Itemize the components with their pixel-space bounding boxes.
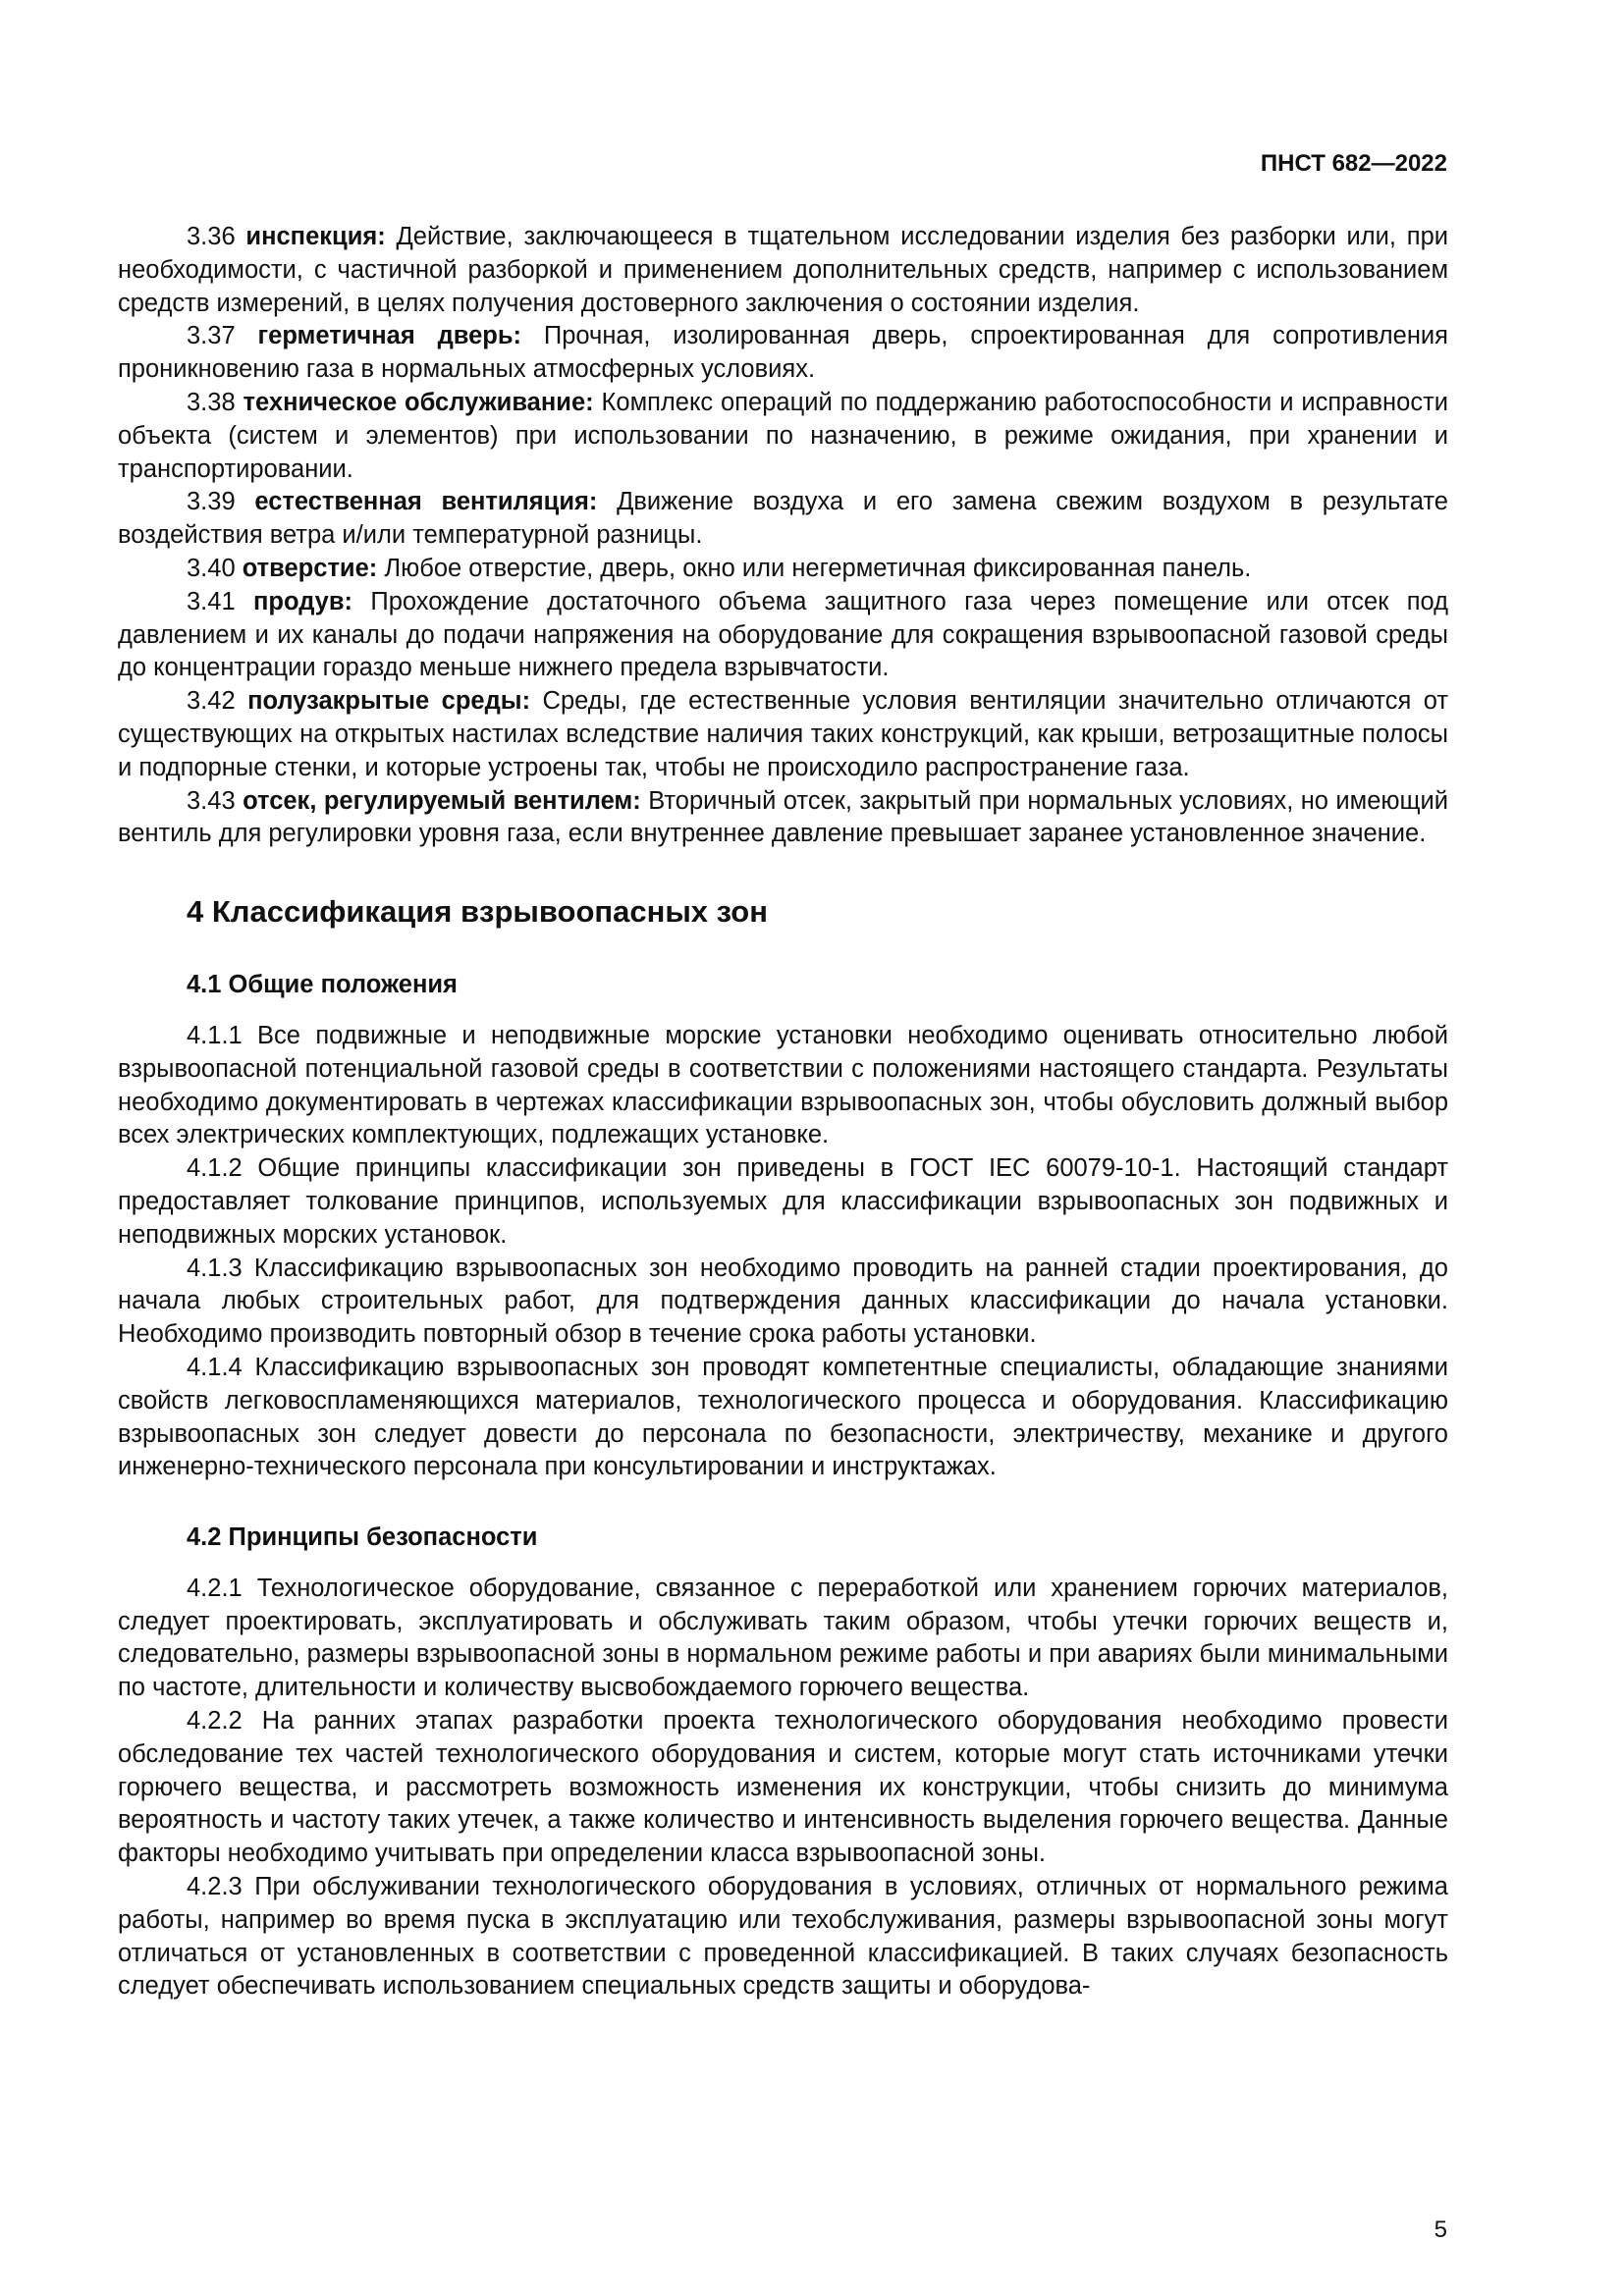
term-definition: Действие, заключающееся в тщательном исследовании изделия без разборки или, при необходимости, с частичной разборкой и применением дополнительных средств, например с использованием средств измерений, в целях получения достоверного заключения о состоянии изделия.: [118, 223, 1448, 317]
term-name: естественная вентиляция:: [254, 488, 598, 516]
term-name: техническое обслуживание:: [243, 388, 594, 416]
term-3-38: [118, 387, 1448, 486]
term-3-36: [118, 221, 1448, 320]
term-number: 3.37: [187, 322, 236, 350]
term-number: 3.36: [187, 223, 236, 250]
subsection-heading-4-2: 4.2 Принципы безопасности: [187, 1523, 538, 1552]
paragraph-4-2-3: 4.2.3 При обслуживании технологического оборудования в условиях, отличных от нормального режима работы, например во время пуска в эксплуатацию или техобслуживания, размеры взрывоопасной зоны могут отличаться от установленных в соответствии с проведенной классификацией. В таких случаях безопасность следует обеспечивать использованием специальных средств защиты и оборудова-: [118, 1873, 1448, 2001]
page-number: 5: [1434, 2216, 1447, 2243]
paragraph-4-1-4: 4.1.4 Классификацию взрывоопасных зон проводят компетентные специалисты, обладающие знаниями свойств легковоспламеняющихся материалов, технологического процесса и оборудования. Классификацию взрывоопасных зон следует довести до персонала по безопасности, электричеству, механике и другого инженерно-технического персонала при консультировании и инструктажах.: [118, 1353, 1448, 1481]
paragraph-4-1-2: 4.1.2 Общие принципы классификации зон приведены в ГОСТ IEC 60079-10-1. Настоящий стандарт предоставляет толкование принципов, используемых для классификации взрывоопасных зон подвижных и неподвижных морских установок.: [118, 1154, 1448, 1249]
term-name: отверстие:: [242, 554, 378, 582]
term-name: герметичная дверь:: [257, 322, 522, 350]
term-name: отсек, регулируемый вентилем:: [243, 786, 641, 815]
term-number: 3.39: [187, 488, 236, 516]
subsection-heading-4-1: 4.1 Общие положения: [187, 971, 458, 999]
document-code: ПНСТ 682—2022: [1260, 150, 1447, 177]
term-number: 3.42: [187, 687, 236, 716]
paragraph-4-1-3: 4.1.3 Классификацию взрывоопасных зон необходимо проводить на ранней стадии проектирования, до начала любых строительных работ, для подтверждения данных классификации до начала установки. Необходимо производить повторный обзор в течение срока работы установки.: [118, 1254, 1448, 1349]
section-heading: 4 Классификация взрывоопасных зон: [187, 894, 768, 930]
term-number: 3.41: [187, 587, 236, 615]
term-definition: Любое отверстие, дверь, окно или негерметичная фиксированная панель.: [384, 554, 1252, 582]
term-definition: Комплекс операций по поддержанию работоспособности и исправности объекта (систем и элементов) при использовании по назначению, в режиме ожидания, при хранении и транспортировании.: [118, 388, 1448, 483]
term-3-40: [118, 553, 1448, 586]
paragraph-4-2-2: 4.2.2 На ранних этапах разработки проекта технологического оборудования необходимо провести обследование тех частей технологического оборудования и систем, которые могут стать источниками утечки горючего вещества, и рассмотреть возможность изменения их конструкции, чтобы снизить до минимума вероятность и частоту таких утечек, а также количество и интенсивность выделения горючего вещества. Данные факторы необходимо учитывать при определении класса взрывоопасной зоны.: [118, 1707, 1448, 1868]
term-definition: Движение воздуха и его замена свежим воздухом в результате воздействия ветра и/или температурной разницы.: [118, 488, 1448, 550]
term-definition: Прохождение достаточного объема защитного газа через помещение или отсек под давлением и их каналы до подачи напряжения на оборудование для сокращения взрывоопасной газовой среды до концентрации гораздо меньше нижнего предела взрывчатости.: [118, 587, 1449, 682]
term-number: 3.43: [187, 786, 236, 815]
term-3-43: [118, 785, 1448, 852]
term-number: 3.40: [187, 554, 236, 582]
term-3-37: [118, 320, 1448, 387]
term-3-41: [118, 586, 1448, 685]
paragraph-4-2-1: 4.2.1 Технологическое оборудование, связанное с переработкой или хранением горючих материалов, следует проектировать, эксплуатировать и обслуживать таким образом, чтобы утечки горючих веществ и, следовательно, размеры взрывоопасной зоны в нормальном режиме работы и при авариях были минимальными по частоте, длительности и количеству высвобождаемого горючего вещества.: [118, 1574, 1448, 1702]
term-name: инспекция:: [245, 223, 386, 250]
term-definition: Среды, где естественные условия вентиляции значительно отличаются от существующих на открытых настилах вследствие наличия таких конструкций, как крыши, ветрозащитные полосы и подпорные стенки, и которые устроены так, чтобы не происходило распространение газа.: [118, 687, 1449, 781]
term-name: полузакрытые среды:: [247, 687, 531, 716]
page-content: [118, 221, 1448, 2003]
term-3-42: [118, 685, 1448, 784]
term-definition: Вторичный отсек, закрытый при нормальных условиях, но имеющий вентиль для регулировки уровня газа, если внутреннее давление превышает заранее установленное значение.: [118, 786, 1448, 848]
term-3-39: [118, 486, 1448, 553]
term-name: продув:: [252, 587, 353, 615]
term-definition: Прочная, изолированная дверь, спроектированная для сопротивления проникновению газа в нормальных атмосферных условиях.: [118, 322, 1448, 384]
term-number: 3.38: [187, 388, 236, 416]
paragraph-4-1-1: 4.1.1 Все подвижные и неподвижные морские установки необходимо оценивать относительно любой взрывоопасной потенциальной газовой среды в соответствии с положениями настоящего стандарта. Результаты необходимо документировать в чертежах классификации взрывоопасных зон, чтобы обусловить должный выбор всех электрических комплектующих, подлежащих установке.: [118, 1021, 1448, 1149]
